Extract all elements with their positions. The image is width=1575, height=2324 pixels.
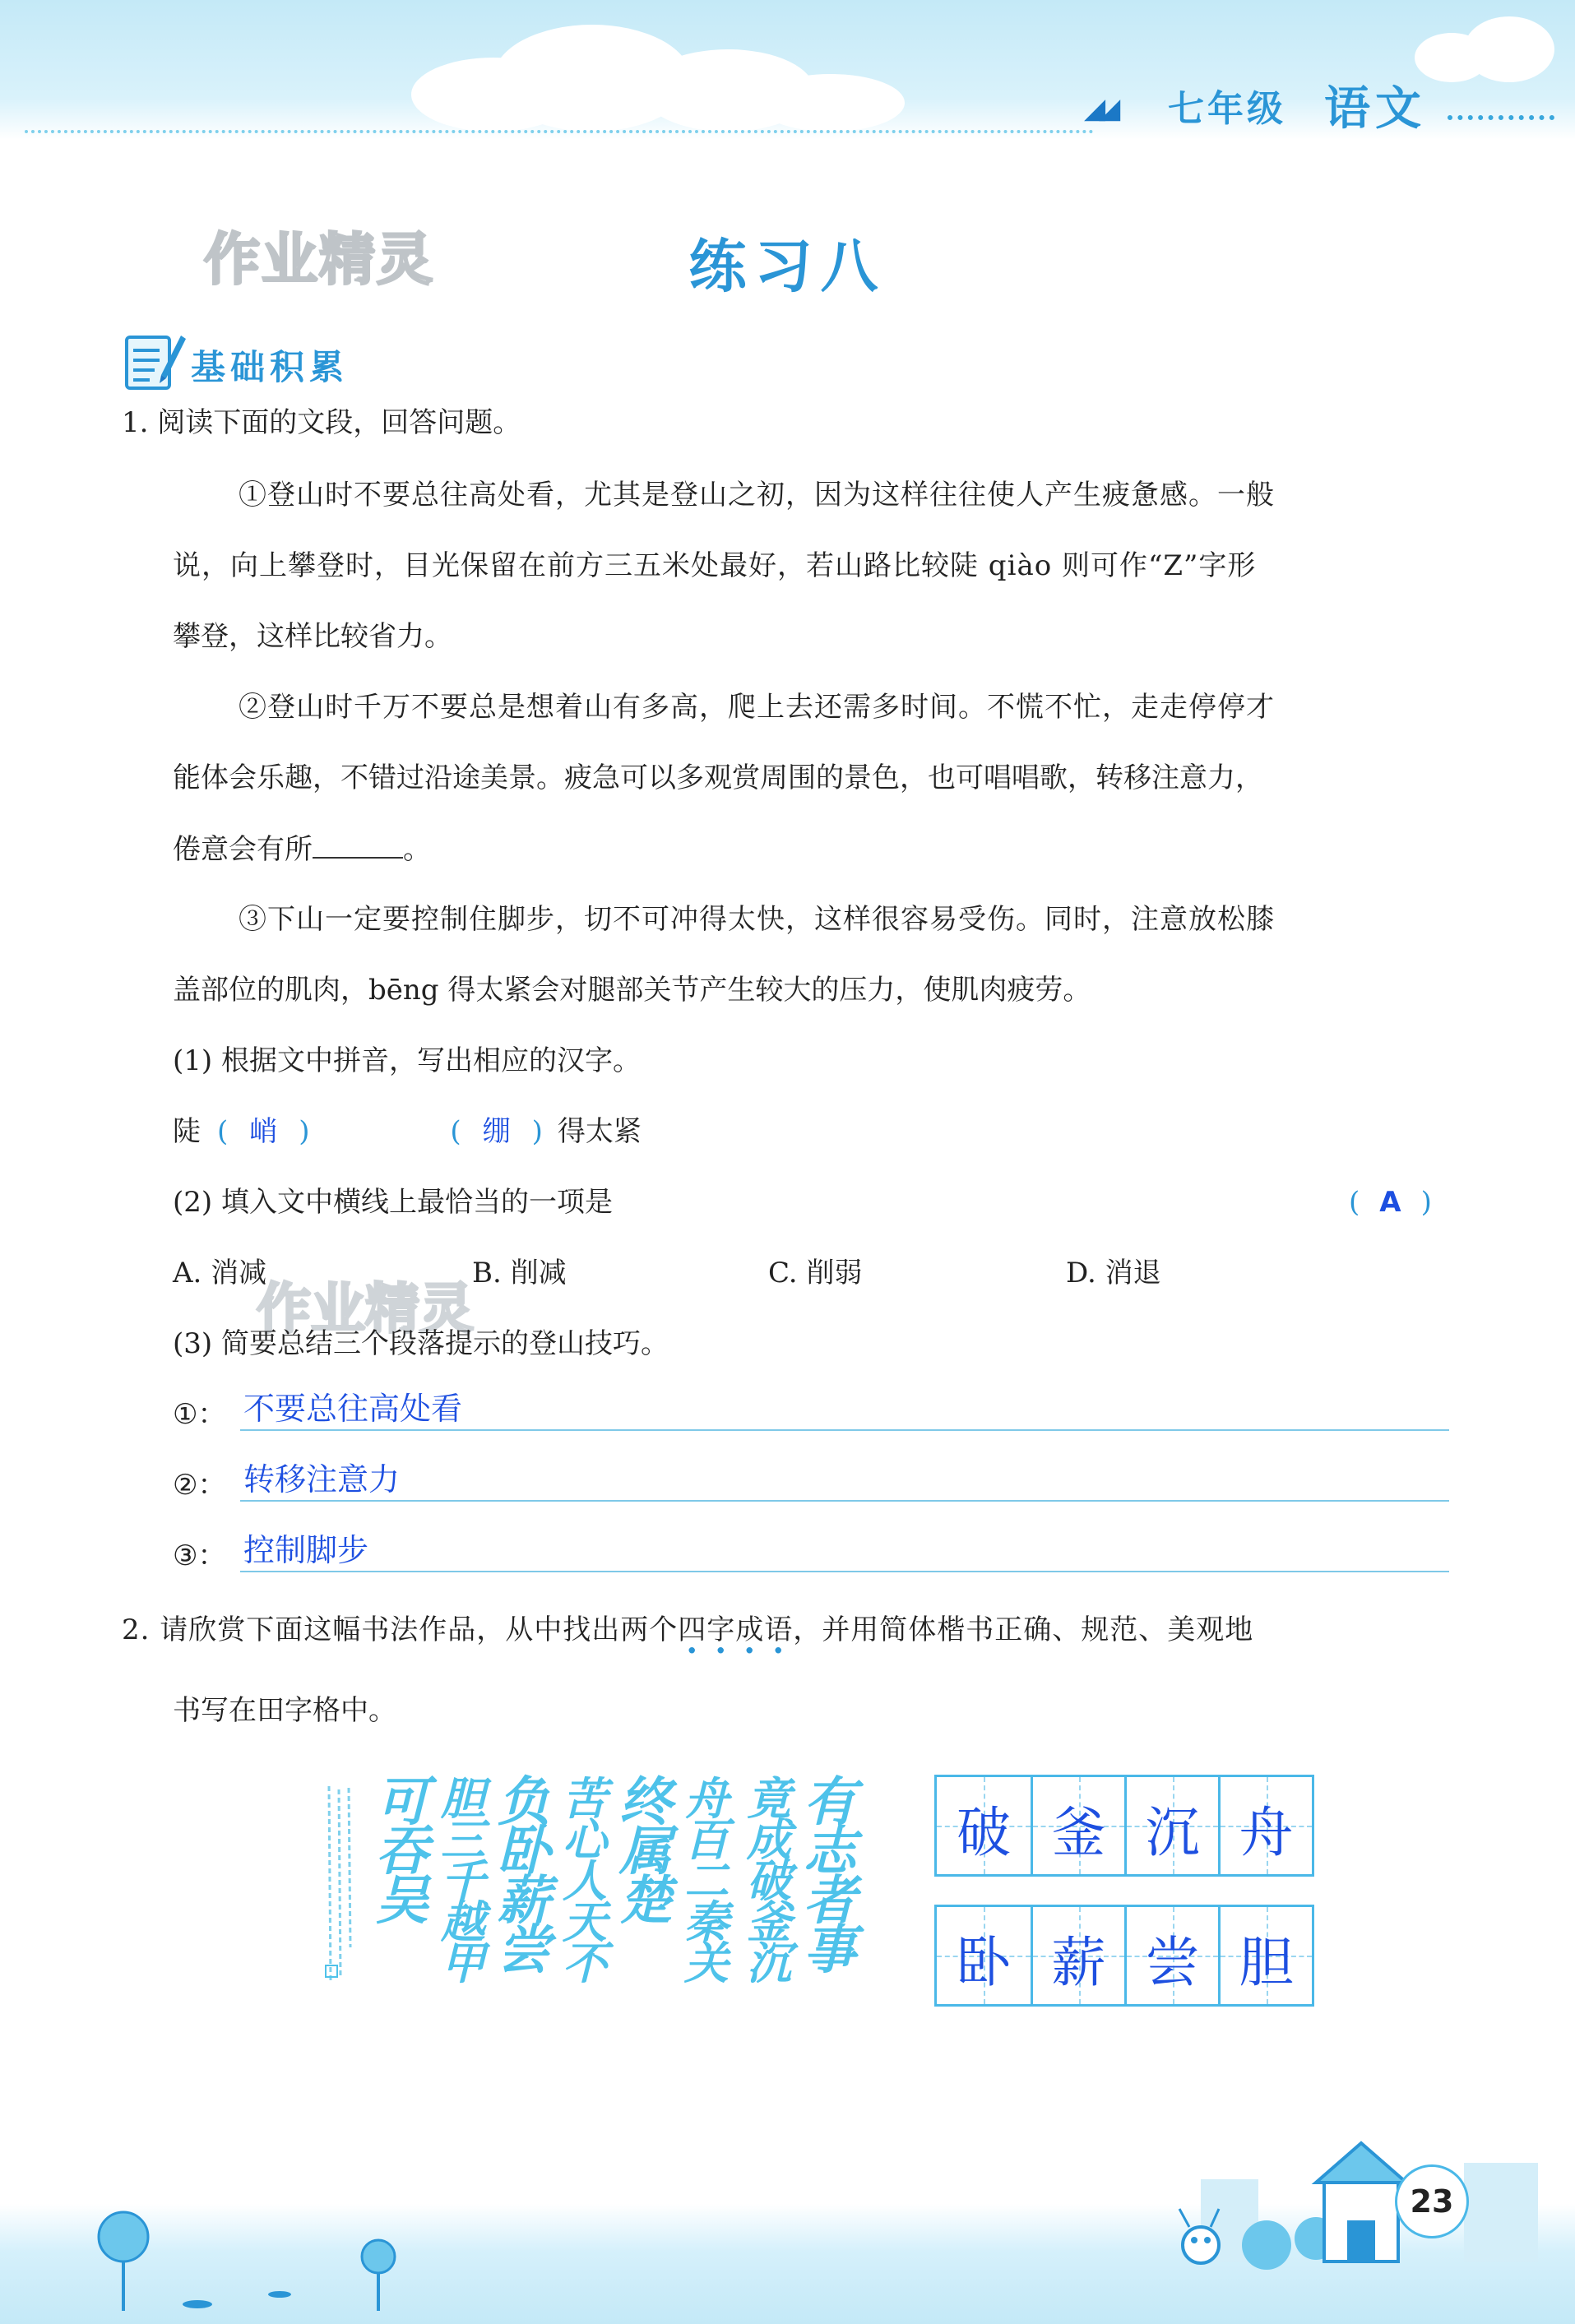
answer-line-2 bbox=[240, 1459, 1449, 1502]
calligraphy-column: 终 属 楚 bbox=[619, 1771, 672, 1932]
q2-prompt-end: ，并用简体楷书正确、规范、美观地 bbox=[793, 1613, 1254, 1646]
paren-open: ( bbox=[217, 1115, 229, 1148]
sub3-label-2: ②： bbox=[173, 1469, 226, 1502]
grid-char: 破 bbox=[957, 1801, 1011, 1864]
q1-sub2-answer-box bbox=[1349, 1186, 1432, 1219]
emph-char: 语 bbox=[764, 1613, 794, 1646]
paren-close: ) bbox=[1420, 1186, 1432, 1219]
section-title: 基础积累 bbox=[191, 347, 350, 387]
grid-char: 薪 bbox=[1051, 1931, 1106, 1994]
grid-char: 釜 bbox=[1051, 1801, 1106, 1864]
grid-cell bbox=[937, 1777, 1031, 1874]
q2-prompt-start: 2. 请欣赏下面这幅书法作品，从中找出两个 bbox=[122, 1613, 679, 1646]
tianzige-grid-row2 bbox=[934, 1905, 1314, 2007]
sub1-a-answer: 峭 bbox=[249, 1115, 278, 1148]
q1-paragraph1-line2: 说，向上攀登时，目光保留在前方三五米处最好，若山路比较陡 qiào 则可作“Z”字形 bbox=[173, 549, 1257, 582]
watermark-logo: 作业精灵 bbox=[257, 1277, 474, 1340]
page-number: 23 bbox=[1395, 2164, 1469, 2238]
watermark-logo: 作业精灵 bbox=[204, 228, 435, 293]
answer-line-3 bbox=[240, 1530, 1449, 1572]
fill-blank bbox=[313, 832, 403, 859]
paren-close: ) bbox=[299, 1115, 310, 1148]
tree-icon bbox=[82, 2196, 428, 2319]
q1-paragraph2-line3 bbox=[173, 832, 431, 866]
sub3-answer-2: 转移注意力 bbox=[243, 1461, 401, 1498]
q1-paragraph2-line2: 能体会乐趣，不错过沿途美景。疲急可以多观赏周围的景色，也可唱唱歌，转移注意力， bbox=[173, 762, 1263, 794]
header-arrows-icon: ◢◢ bbox=[1084, 92, 1114, 125]
header-dotted-line bbox=[25, 130, 1094, 133]
grid-cell bbox=[1031, 1777, 1124, 1874]
sub1-b-answer: 绷 bbox=[482, 1115, 511, 1148]
page-title: 练习八 bbox=[688, 233, 887, 300]
calligraphy-column: 苦 心 人 天 不 bbox=[563, 1772, 607, 1989]
q1-paragraph3-line2: 盖部位的肌肉，bēng 得太紧会对腿部关节产生较大的压力，使肌肉疲劳。 bbox=[173, 974, 1091, 1007]
calligraphy-column: 负 卧 薪 尝 bbox=[498, 1771, 550, 1981]
paren-open: ( bbox=[450, 1115, 461, 1148]
grid-char: 卧 bbox=[957, 1931, 1011, 1994]
paren-close: ) bbox=[531, 1115, 543, 1148]
grid-cell bbox=[1124, 1777, 1218, 1874]
sub1-a-label: 陡 bbox=[173, 1115, 201, 1148]
q2-prompt-line2: 书写在田字格中。 bbox=[173, 1694, 396, 1727]
option-a: A. 消减 bbox=[173, 1257, 267, 1289]
q2-prompt-line1 bbox=[122, 1613, 1253, 1646]
grid-char: 尝 bbox=[1145, 1931, 1200, 1994]
town-scene-icon bbox=[1151, 2130, 1563, 2278]
emph-char: 成 bbox=[735, 1613, 765, 1646]
sub3-label-1: ①： bbox=[173, 1398, 226, 1431]
calligraphy-artwork bbox=[316, 1771, 864, 2023]
q1-sub1-answers bbox=[173, 1115, 642, 1148]
grid-cell bbox=[1031, 1907, 1124, 2004]
tianzige-grid-row1 bbox=[934, 1775, 1314, 1877]
grid-char: 沉 bbox=[1145, 1801, 1200, 1864]
emph-char: 四 bbox=[678, 1613, 707, 1646]
header-subject: 语文 bbox=[1324, 82, 1426, 136]
calligraphy-column: 有 志 者 事 bbox=[804, 1771, 856, 1981]
q1-prompt: 1. 阅读下面的文段，回答问题。 bbox=[122, 406, 521, 439]
sub1-b-text: 得太紧 bbox=[557, 1115, 642, 1148]
header-dotted-line-right bbox=[1448, 115, 1554, 120]
q1-sub3-prompt: (3) 简要总结三个段落提示的登山技巧。 bbox=[173, 1327, 669, 1360]
q1-paragraph2-end: 。 bbox=[403, 833, 431, 866]
grid-cell bbox=[1218, 1907, 1312, 2004]
header-grade: 七年级 bbox=[1168, 88, 1286, 130]
sub3-label-3: ③： bbox=[173, 1539, 226, 1572]
option-d: D. 消退 bbox=[1066, 1257, 1161, 1289]
paren-open: ( bbox=[1349, 1186, 1360, 1219]
calligraphy-column: 可 吞 吴 bbox=[376, 1771, 428, 1932]
calligraphy-column: 胆 三 千 越 甲 bbox=[441, 1772, 485, 1989]
grid-cell bbox=[937, 1907, 1031, 2004]
sub2-answer: A bbox=[1379, 1186, 1401, 1219]
grid-cell bbox=[1218, 1777, 1312, 1874]
calligraphy-column: 舟 百 二 秦 关 bbox=[684, 1772, 729, 1989]
option-b: B. 削减 bbox=[472, 1257, 567, 1289]
sub3-answer-1: 不要总往高处看 bbox=[243, 1391, 463, 1427]
emph-char: 字 bbox=[706, 1613, 736, 1646]
calligraphy-column: 竟 成 破 釜 沉 bbox=[747, 1772, 791, 1989]
sub3-answer-3: 控制脚步 bbox=[243, 1532, 369, 1568]
grid-char: 舟 bbox=[1239, 1801, 1294, 1864]
q1-paragraph1-line1: ①登山时不要总往高处看，尤其是登山之初，因为这样往往使人产生疲惫感。一般 bbox=[239, 479, 1275, 512]
grid-char: 胆 bbox=[1239, 1931, 1294, 1994]
q1-paragraph2-line1: ②登山时千万不要总是想着山有多高，爬上去还需多时间。不慌不忙，走走停停才 bbox=[239, 691, 1275, 724]
q1-paragraph1-line3: 攀登，这样比较省力。 bbox=[173, 620, 452, 653]
q1-sub1-prompt: (1) 根据文中拼音，写出相应的汉字。 bbox=[173, 1044, 641, 1077]
grid-cell bbox=[1124, 1907, 1218, 2004]
q1-sub2-prompt: (2) 填入文中横线上最恰当的一项是 bbox=[173, 1186, 613, 1219]
option-c: C. 削弱 bbox=[768, 1257, 863, 1289]
q1-paragraph3-line1: ③下山一定要控制住脚步，切不可冲得太快，这样很容易受伤。同时，注意放松膝 bbox=[239, 903, 1275, 936]
notebook-pencil-icon bbox=[122, 329, 188, 395]
q1-paragraph2-text: 倦意会有所 bbox=[173, 833, 313, 866]
calligraphy-inscription bbox=[322, 1783, 359, 1988]
